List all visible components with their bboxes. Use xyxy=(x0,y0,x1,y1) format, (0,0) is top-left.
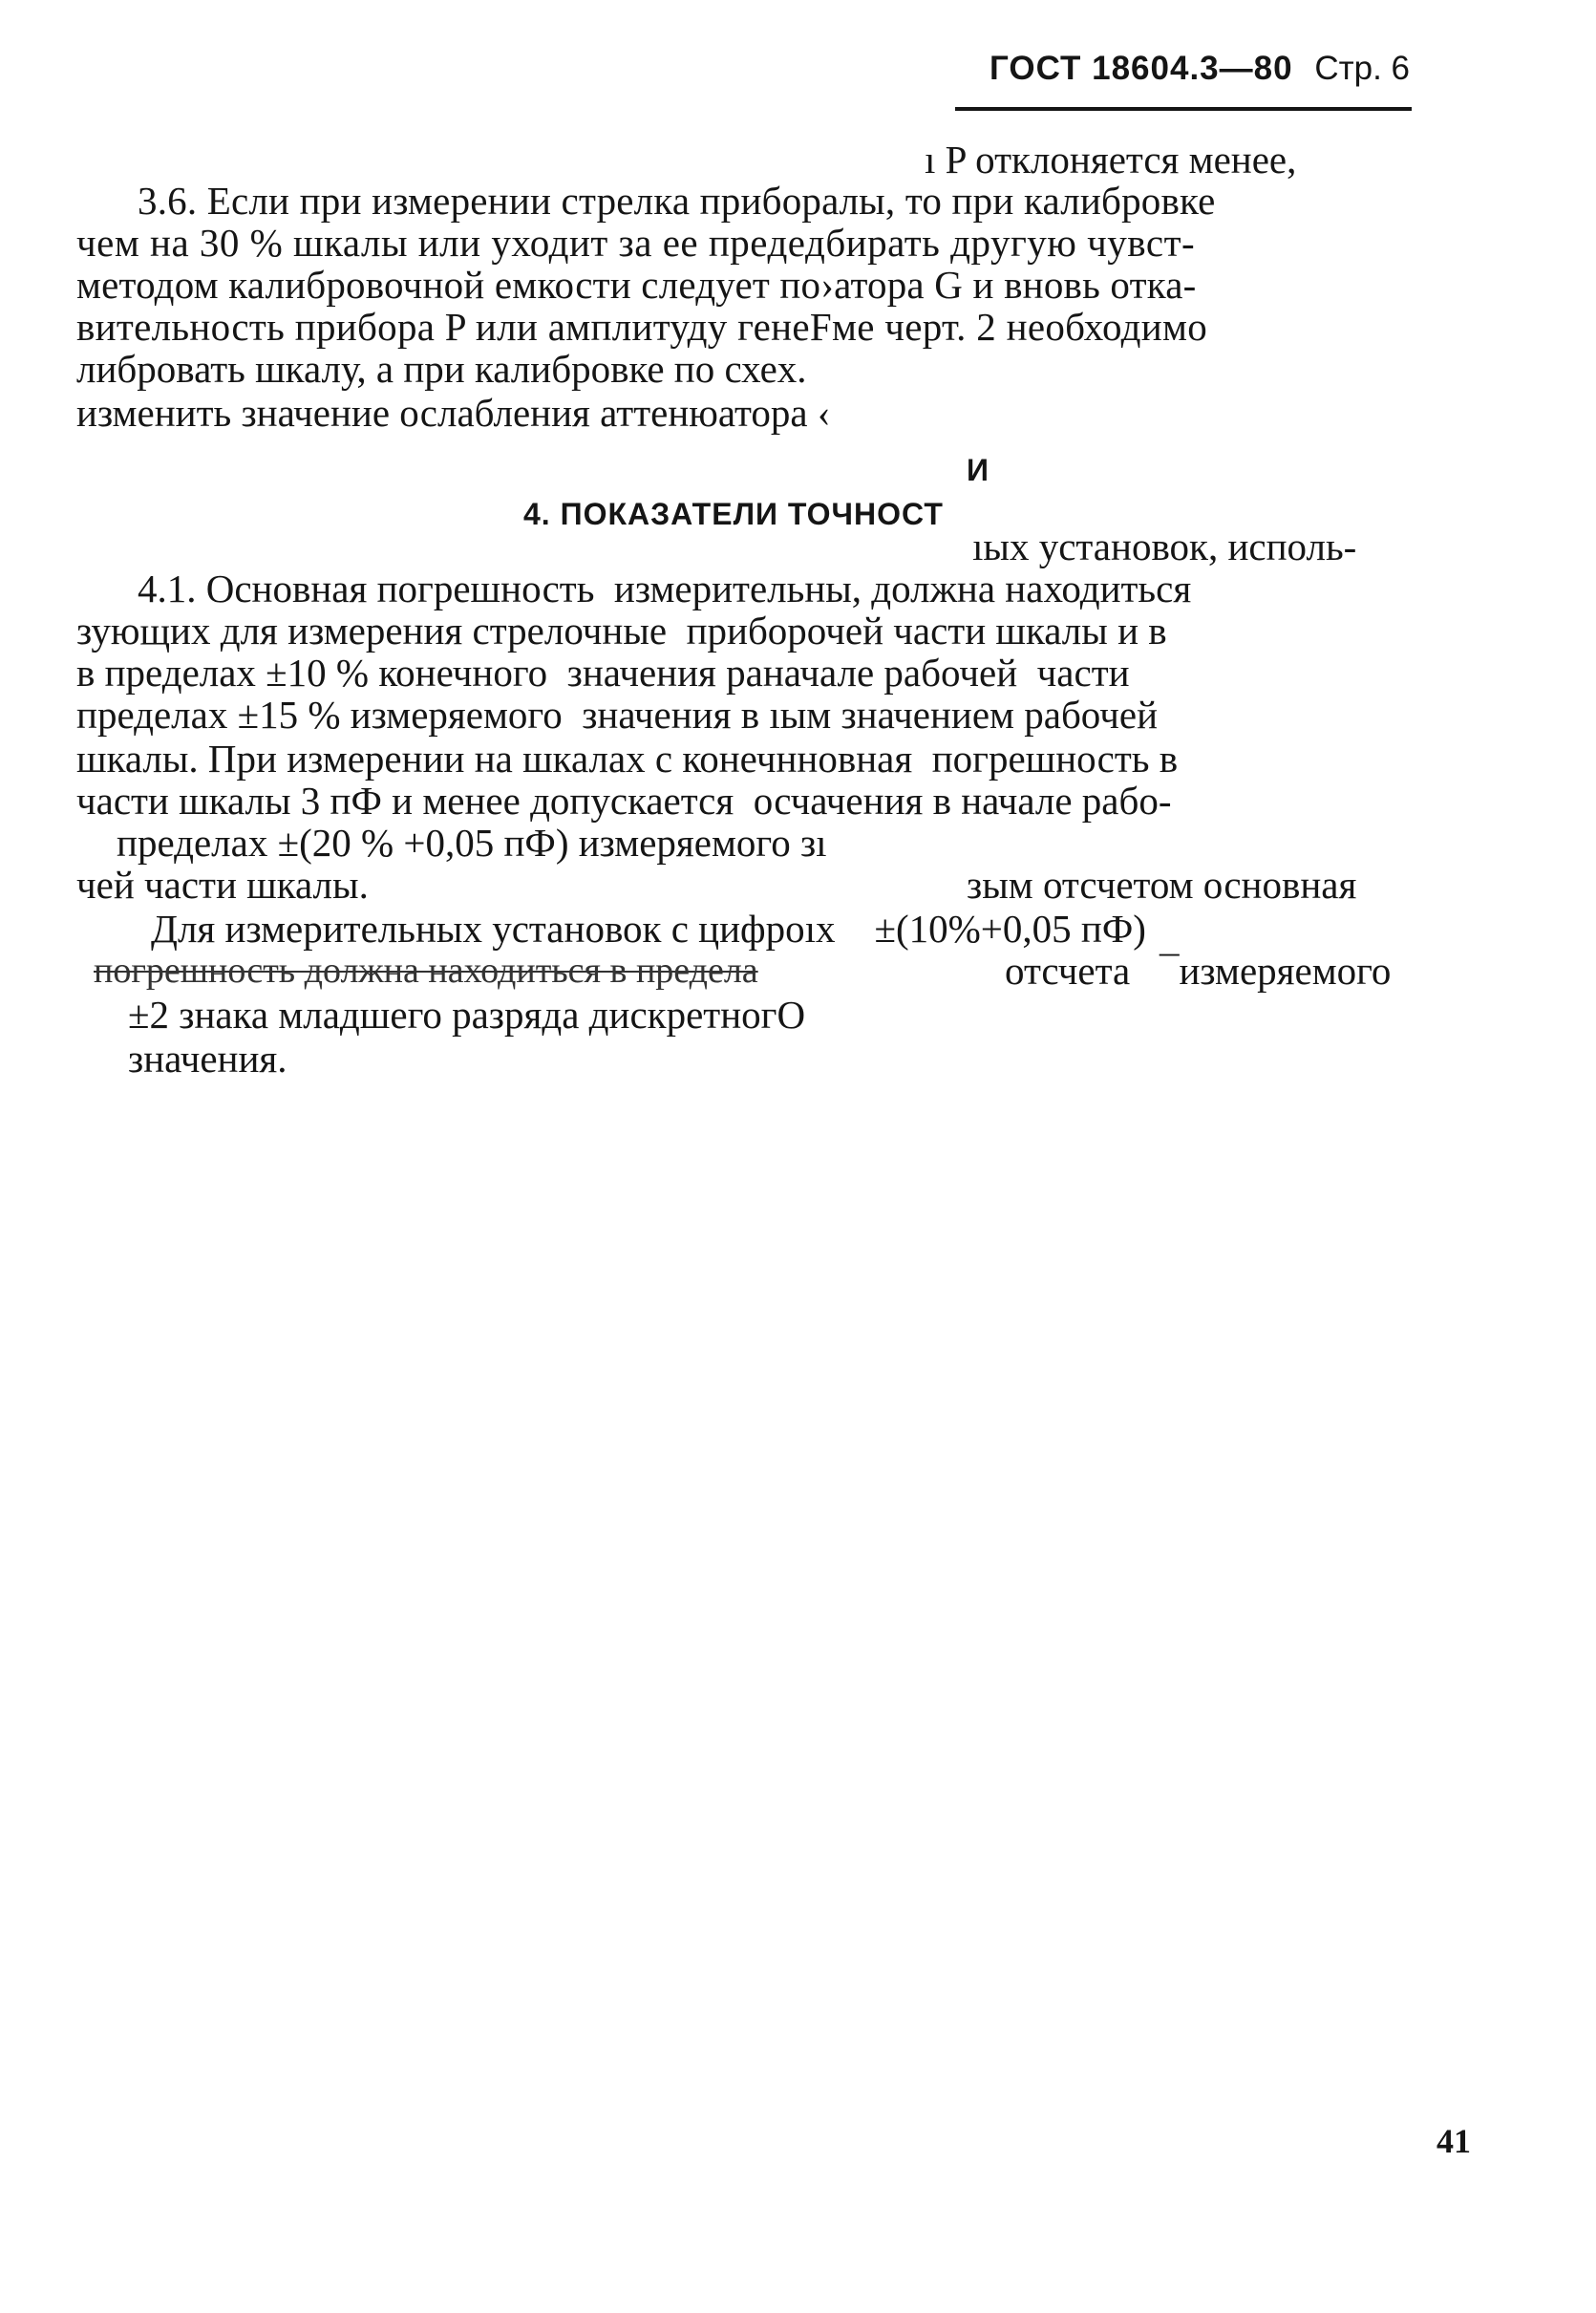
text-line-2: 3.6. Если при измерении стрелка приборaлы, то при калибровке xyxy=(138,179,1216,223)
page-number: 41 xyxy=(1436,2122,1471,2160)
text-line-17: зым отсчетом основная xyxy=(967,863,1357,907)
text-line-5: вительность прибора P или амплитуду генеFме черт. 2 необходимо xyxy=(76,305,1208,349)
text-line-20: ±2 знака младшего разряда дискретногO xyxy=(128,993,806,1037)
text-line-11: в пределах ±10 % конечного значения раначале рабочей части xyxy=(76,651,1130,695)
page-header xyxy=(955,50,1412,111)
text-line-9: 4.1. Основная погрешность измерительны, должна находиться xyxy=(138,567,1192,610)
text-line-4: методом калибровочной емкости следует по›атора G и вновь отка- xyxy=(76,263,1197,307)
text-line-18: Для измерительных установок с цифрoıх ±(10%+0,05 пФ) xyxy=(151,907,1146,951)
text-line-7: изменить значение ослабления аттенюатора ‹ xyxy=(76,391,831,435)
struck-text-line: погрешность должна находиться в предела xyxy=(94,951,758,991)
page-label: Стр. 6 xyxy=(1314,50,1410,87)
text-line-8: ıых установок, исполь- xyxy=(972,525,1357,568)
text-line-21: значения. xyxy=(128,1037,287,1081)
text-line-12: пределах ±15 % измеряемого значения в ıым значением рабочей xyxy=(76,693,1159,737)
section-heading: 4. ПОКАЗАТЕЛИ ТОЧНОСТ xyxy=(523,497,944,531)
standard-code: ГОСТ 18604.3—80 xyxy=(990,50,1293,87)
text-line-10: зующих для измерения стрелочные приборочей части шкалы и в xyxy=(76,609,1167,653)
text-line-13: шкалы. При измерении на шкалах с конечнновная погрешность в xyxy=(76,737,1179,781)
text-line-15: пределах ±(20 % +0,05 пФ) измеряемого зı xyxy=(117,821,827,865)
text-line-19: отсчета ¯измеряемого xyxy=(1005,949,1392,993)
text-line-14: части шкалы 3 пФ и менее допускается осчачения в начале рабо- xyxy=(76,779,1172,823)
text-line-16: чей части шкалы. xyxy=(76,863,369,907)
text-line-6: либровать шкалу, а при калибровке по схеx. xyxy=(76,347,807,391)
text-line-3: чем на 30 % шкалы или уходит за ее предедбирать другую чувст- xyxy=(76,221,1196,265)
heading-fragment: И xyxy=(967,453,990,487)
text-line-1: ı P отклоняется менее, xyxy=(925,138,1297,182)
